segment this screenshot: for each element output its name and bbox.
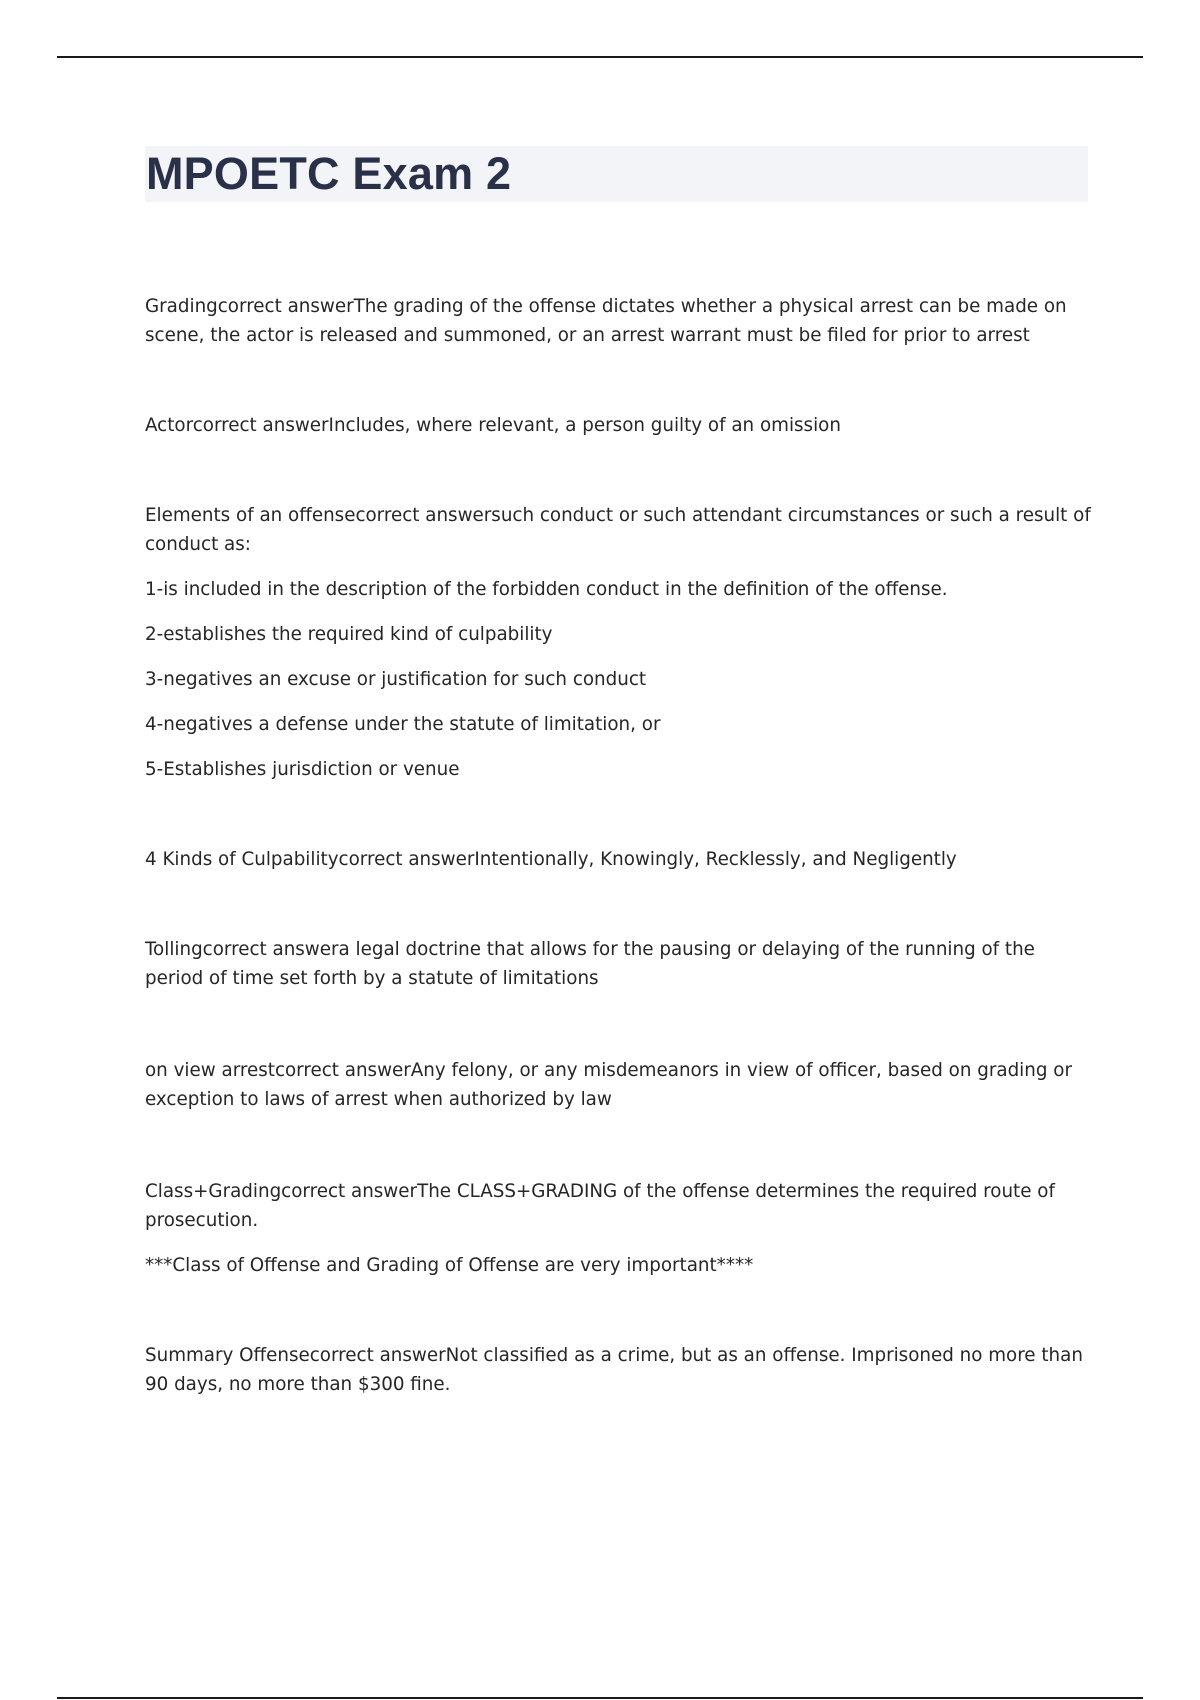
top-rule bbox=[57, 56, 1143, 58]
entry-text: Actorcorrect answerIncludes, where relevant, a person guilty of an omission bbox=[145, 415, 841, 436]
elements-list bbox=[145, 575, 1095, 784]
class-grading-note bbox=[145, 1251, 1095, 1280]
entry-culpability bbox=[145, 845, 1095, 874]
document-body bbox=[145, 292, 1095, 1460]
entry-summary-offense bbox=[145, 1341, 1095, 1399]
entry-on-view-arrest bbox=[145, 1056, 1095, 1114]
entry-elements-of-offense bbox=[145, 501, 1095, 784]
entry-actor bbox=[145, 411, 1095, 440]
page-title: MPOETC Exam 2 bbox=[146, 148, 512, 199]
bottom-rule bbox=[57, 1697, 1143, 1699]
list-item: 3-negatives an excuse or justification for such conduct bbox=[145, 669, 647, 690]
entry-text: on view arrestcorrect answerAny felony, or any misdemeanors in view of officer, based on grading or exception to laws of arrest when authorized by law bbox=[145, 1060, 1072, 1110]
list-item: 4-negatives a defense under the statute of limitation, or bbox=[145, 714, 661, 735]
entry-text: Elements of an offensecorrect answersuch conduct or such attendant circumstances or such a result of conduct as: bbox=[145, 505, 1091, 555]
entry-text: Gradingcorrect answerThe grading of the offense dictates whether a physical arrest can be made on scene, the actor is released and summoned, or an arrest warrant must be filed for prior to arrest bbox=[145, 296, 1067, 346]
entry-grading bbox=[145, 292, 1095, 350]
entry-text: Summary Offensecorrect answerNot classified as a crime, but as an offense. Imprisoned no more than 90 days, no more than $300 fine. bbox=[145, 1345, 1083, 1395]
entry-text: Tollingcorrect answera legal doctrine that allows for the pausing or delaying of the running of the period of time set forth by a statute of limitations bbox=[145, 939, 1035, 989]
entry-tolling bbox=[145, 935, 1095, 993]
entry-text: Class+Gradingcorrect answerThe CLASS+GRADING of the offense determines the required route of prosecution. bbox=[145, 1181, 1055, 1231]
entry-class-grading bbox=[145, 1177, 1095, 1280]
list-item: 2-establishes the required kind of culpability bbox=[145, 624, 553, 645]
title-banner bbox=[145, 146, 1088, 202]
list-item: 1-is included in the description of the forbidden conduct in the definition of the offense. bbox=[145, 579, 948, 600]
note-text: ***Class of Offense and Grading of Offense are very important**** bbox=[145, 1255, 754, 1276]
entry-text: 4 Kinds of Culpabilitycorrect answerIntentionally, Knowingly, Recklessly, and Negligently bbox=[145, 849, 957, 870]
list-item: 5-Establishes jurisdiction or venue bbox=[145, 759, 460, 780]
